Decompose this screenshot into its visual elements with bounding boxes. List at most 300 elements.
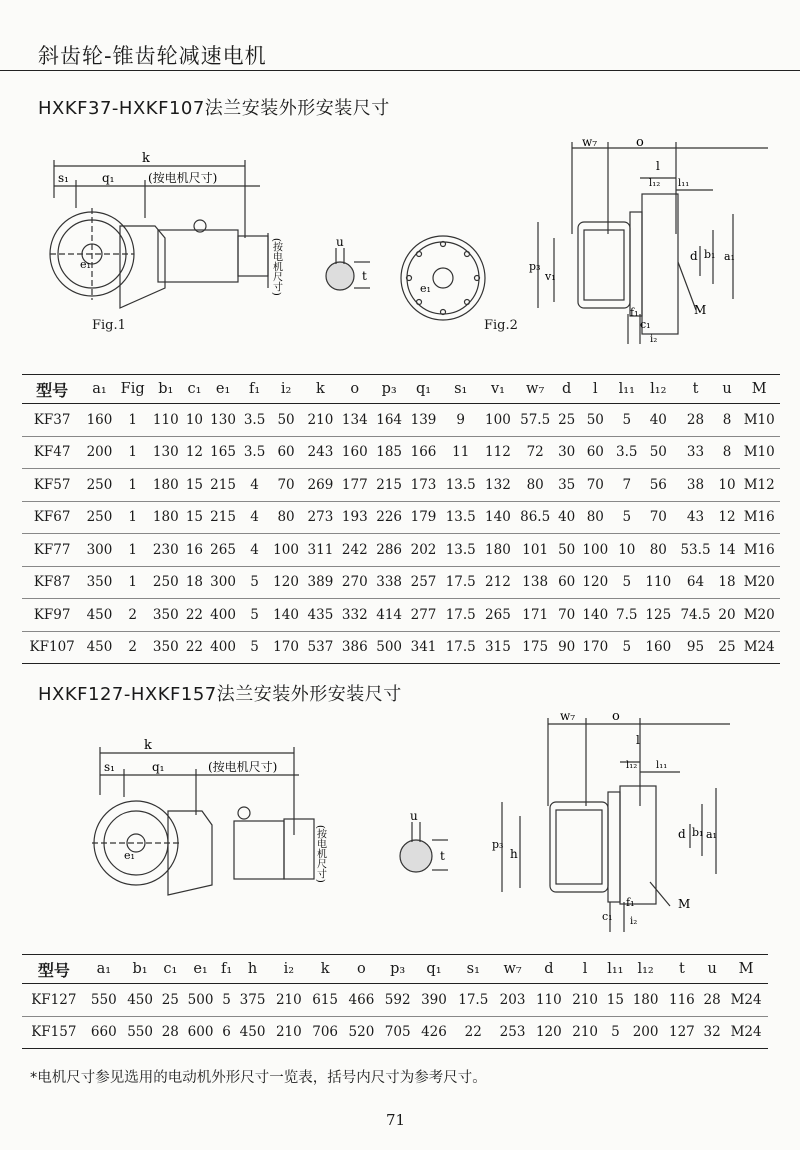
table-cell: 32 — [700, 1016, 724, 1049]
table-cell: 22 — [452, 1016, 494, 1049]
shaft-keyway-section-2 — [392, 808, 458, 880]
table-cell: 210 — [303, 404, 337, 437]
table-cell: 112 — [481, 436, 515, 469]
fig3-dim-q1: q₁ — [152, 760, 165, 774]
table-cell: 43 — [675, 501, 715, 534]
table-row — [22, 984, 768, 1017]
table-cell: 116 — [664, 984, 700, 1017]
table-cell: 140 — [269, 599, 303, 632]
section1-col-header: i₂ — [280, 381, 292, 397]
fig3-dim-s1: s₁ — [104, 760, 115, 774]
fig4-dim-M: M — [678, 897, 691, 911]
table-cell: 8 — [716, 404, 739, 437]
table-cell: 100 — [269, 534, 303, 567]
table-cell: 12 — [716, 501, 739, 534]
table-cell: 4 — [240, 469, 269, 502]
fig4-dim-i2: i₂ — [630, 916, 638, 927]
table-cell: 15 — [603, 984, 627, 1017]
section2-col-header: k — [320, 961, 330, 977]
page-header-title: 斜齿轮-锥齿轮减速电机 — [38, 44, 267, 68]
section2-col-header: c₁ — [163, 961, 178, 977]
spec-table-1-body — [22, 404, 780, 664]
page-number: 71 — [386, 1111, 406, 1129]
table-cell: 350 — [149, 631, 183, 664]
table-cell: 550 — [122, 1016, 158, 1049]
table-cell: 180 — [481, 534, 515, 567]
table-cell: 10 — [183, 404, 206, 437]
table-cell: 125 — [641, 599, 675, 632]
section1-title: HXKF37-HXKF107法兰安装外形安装尺寸 — [38, 98, 390, 119]
table-cell: 386 — [338, 631, 372, 664]
table-cell: KF127 — [22, 984, 86, 1017]
table-cell: 13.5 — [441, 501, 481, 534]
spec-table-kf37-kf107 — [22, 374, 780, 664]
table-cell: 170 — [578, 631, 612, 664]
section2-col-header: d — [544, 961, 554, 977]
table-cell: 5 — [219, 984, 235, 1017]
spec-table-kf127-kf157 — [22, 954, 768, 1049]
table-cell: 86.5 — [515, 501, 555, 534]
table-cell: 193 — [338, 501, 372, 534]
fig1-label: Fig.1 — [92, 318, 126, 333]
table-cell: 7.5 — [612, 599, 641, 632]
fig4-dim-a1: a₁ — [706, 828, 717, 841]
table-cell: 250 — [82, 501, 116, 534]
section1-col-header: u — [722, 381, 732, 397]
fig2-top-view-drawing — [528, 134, 778, 349]
table-cell: 6 — [219, 1016, 235, 1049]
table-cell: 537 — [303, 631, 337, 664]
table-cell: 210 — [271, 984, 307, 1017]
table-cell: M10 — [738, 436, 780, 469]
fig4-dim-b1: b₁ — [692, 826, 704, 839]
section1-col-header: t — [692, 381, 699, 397]
shaft2-dim-u: u — [410, 809, 418, 823]
fig4-top-view-drawing — [490, 706, 740, 934]
table-cell: 175 — [515, 631, 555, 664]
table-cell: 138 — [515, 566, 555, 599]
table-cell: 230 — [149, 534, 183, 567]
table-cell: 5 — [612, 566, 641, 599]
section2-col-header: l₁₁ — [607, 961, 624, 977]
fig2-dim-l11: l₁₁ — [678, 178, 690, 189]
table-cell: 38 — [675, 469, 715, 502]
table-cell: 615 — [307, 984, 343, 1017]
fig1-motor-note: (按电机尺寸) — [148, 171, 218, 185]
fig2-dim-b1: b₁ — [704, 248, 716, 261]
fig2-dim-i2: i₂ — [650, 334, 658, 345]
table-cell: 70 — [269, 469, 303, 502]
table-cell: 203 — [494, 984, 530, 1017]
table-cell: 2 — [117, 599, 149, 632]
table-cell: M12 — [738, 469, 780, 502]
table-cell: 253 — [494, 1016, 530, 1049]
table-cell: 200 — [82, 436, 116, 469]
section2-col-header: e₁ — [193, 961, 208, 977]
table-cell: 80 — [578, 501, 612, 534]
table-cell: 265 — [481, 599, 515, 632]
table-cell: 17.5 — [441, 599, 481, 632]
fig4-dim-o: o — [612, 709, 620, 724]
table-cell: 180 — [149, 469, 183, 502]
table-cell: 311 — [303, 534, 337, 567]
fig1-dim-e1: e₁ — [80, 258, 91, 271]
table-cell: 212 — [481, 566, 515, 599]
table-cell: 1 — [117, 501, 149, 534]
table-cell: KF37 — [22, 404, 82, 437]
table-cell: 5 — [612, 631, 641, 664]
table-cell: 2 — [117, 631, 149, 664]
table-cell: 600 — [182, 1016, 218, 1049]
table-cell: M16 — [738, 501, 780, 534]
fig4-dim-c1: c₁ — [602, 910, 613, 923]
table-cell: 4 — [240, 534, 269, 567]
table-cell: 5 — [240, 631, 269, 664]
table-cell: 50 — [578, 404, 612, 437]
table-cell: 160 — [82, 404, 116, 437]
table-cell: 28 — [675, 404, 715, 437]
table-cell: 50 — [555, 534, 578, 567]
section2-col-header: i₂ — [283, 961, 295, 977]
fig1-dim-s1: s₁ — [58, 171, 69, 185]
table-cell: 450 — [82, 599, 116, 632]
table-cell: M24 — [724, 984, 768, 1017]
table-cell: 11 — [441, 436, 481, 469]
table-cell: KF77 — [22, 534, 82, 567]
table-cell: 17.5 — [441, 631, 481, 664]
table-cell: 25 — [555, 404, 578, 437]
fig3-dim-e1: e₁ — [124, 849, 135, 862]
table-cell: 139 — [406, 404, 440, 437]
table-cell: 300 — [82, 534, 116, 567]
table-row — [22, 501, 780, 534]
table-cell: 60 — [578, 436, 612, 469]
table-cell: 286 — [372, 534, 406, 567]
table-cell: KF67 — [22, 501, 82, 534]
table-cell: 15 — [183, 501, 206, 534]
fig3-side-view-drawing — [84, 735, 334, 910]
table-cell: KF157 — [22, 1016, 86, 1049]
table-cell: 53.5 — [675, 534, 715, 567]
flange-front-view-1 — [398, 232, 488, 324]
table-cell: 101 — [515, 534, 555, 567]
table-cell: 165 — [206, 436, 240, 469]
section1-col-header: p₃ — [381, 381, 397, 397]
table-cell: 15 — [183, 469, 206, 502]
table-cell: 33 — [675, 436, 715, 469]
table-cell: 60 — [269, 436, 303, 469]
section2-col-header: M — [738, 961, 754, 977]
table-cell: 50 — [641, 436, 675, 469]
shaft1-dim-t: t — [362, 269, 367, 283]
section2-col-header: s₁ — [466, 961, 480, 977]
table-cell: 250 — [82, 469, 116, 502]
table-cell: 40 — [641, 404, 675, 437]
section1-col-header: k — [316, 381, 325, 397]
table-cell: 3.5 — [240, 404, 269, 437]
table-cell: 435 — [303, 599, 337, 632]
table-row — [22, 436, 780, 469]
table-cell: 110 — [149, 404, 183, 437]
section1-col-header: s₁ — [454, 381, 468, 397]
table-row — [22, 1016, 768, 1049]
section1-col-header: v₁ — [490, 381, 505, 397]
table-cell: 273 — [303, 501, 337, 534]
spec-table-2-body — [22, 984, 768, 1049]
table-cell: 120 — [531, 1016, 567, 1049]
table-cell: 270 — [338, 566, 372, 599]
fig1-motor-note-vertical: (按电机尺寸) — [270, 238, 282, 296]
section2-col-header: u — [707, 961, 717, 977]
table-cell: 5 — [240, 566, 269, 599]
table-cell: 265 — [206, 534, 240, 567]
table-cell: 350 — [82, 566, 116, 599]
fig1-dim-q1: q₁ — [102, 171, 115, 185]
table-cell: 389 — [303, 566, 337, 599]
table-cell: 350 — [149, 599, 183, 632]
table-cell: 70 — [555, 599, 578, 632]
table-cell: 160 — [338, 436, 372, 469]
table-cell: M24 — [738, 631, 780, 664]
table-cell: 35 — [555, 469, 578, 502]
table-cell: 110 — [531, 984, 567, 1017]
table-cell: 550 — [86, 984, 122, 1017]
table-cell: 164 — [372, 404, 406, 437]
table-cell: 28 — [700, 984, 724, 1017]
section2-col-header: t — [678, 961, 685, 977]
table-cell: 242 — [338, 534, 372, 567]
table-cell: 13.5 — [441, 534, 481, 567]
table-cell: KF97 — [22, 599, 82, 632]
table-cell: 375 — [234, 984, 270, 1017]
section1-col-header: b₁ — [158, 381, 174, 397]
table-cell: 269 — [303, 469, 337, 502]
table-cell: 110 — [641, 566, 675, 599]
fig3-dim-k: k — [144, 738, 152, 753]
table-row — [22, 566, 780, 599]
table-cell: 215 — [206, 469, 240, 502]
table-cell: 500 — [182, 984, 218, 1017]
table-cell: 243 — [303, 436, 337, 469]
table-cell: KF87 — [22, 566, 82, 599]
table-cell: 592 — [380, 984, 416, 1017]
table-cell: 20 — [716, 599, 739, 632]
table-cell: 705 — [380, 1016, 416, 1049]
section1-col-header: f₁ — [248, 381, 261, 397]
table-cell: M10 — [738, 404, 780, 437]
fig2-dim-f1: f₁ — [630, 306, 639, 319]
table-cell: 40 — [555, 501, 578, 534]
section2-title: HXKF127-HXKF157法兰安装外形安装尺寸 — [38, 684, 402, 705]
table-cell: 341 — [406, 631, 440, 664]
table-cell: 414 — [372, 599, 406, 632]
table-cell: 134 — [338, 404, 372, 437]
table-cell: 74.5 — [675, 599, 715, 632]
fig4-dim-l: l — [636, 733, 640, 747]
section1-col-header: 型号 — [36, 380, 69, 400]
fig1-side-view-drawing — [40, 148, 300, 333]
fig2-dim-d: d — [690, 249, 698, 263]
table-cell: 450 — [82, 631, 116, 664]
table-cell: 1 — [117, 436, 149, 469]
table-cell: 5 — [240, 599, 269, 632]
table-cell: KF47 — [22, 436, 82, 469]
table-cell: 30 — [555, 436, 578, 469]
table-cell: 132 — [481, 469, 515, 502]
table-cell: 70 — [641, 501, 675, 534]
table-cell: 127 — [664, 1016, 700, 1049]
fig4-dim-d: d — [678, 827, 686, 841]
fig2-dim-M: M — [694, 303, 707, 317]
fig4-dim-f1: f₁ — [626, 896, 635, 909]
table-cell: 177 — [338, 469, 372, 502]
section1-col-header: d — [562, 381, 572, 397]
table-cell: 315 — [481, 631, 515, 664]
table-cell: 4 — [240, 501, 269, 534]
table-cell: 185 — [372, 436, 406, 469]
fig2-dim-a1: a₁ — [724, 250, 735, 263]
table-cell: 210 — [567, 1016, 603, 1049]
table-cell: 180 — [149, 501, 183, 534]
table-cell: M16 — [738, 534, 780, 567]
fig3-motor-note-vertical: (按电机尺寸) — [314, 825, 326, 883]
section1-col-header: e₁ — [215, 381, 231, 397]
table-cell: 257 — [406, 566, 440, 599]
table-cell: 450 — [234, 1016, 270, 1049]
section1-col-header: Fig — [120, 381, 145, 397]
table-row — [22, 599, 780, 632]
section2-col-header: l — [582, 961, 588, 977]
table-cell: 90 — [555, 631, 578, 664]
table-cell: 5 — [612, 501, 641, 534]
shaft-keyway-section-1 — [318, 236, 378, 300]
table-cell: 7 — [612, 469, 641, 502]
table-cell: 18 — [716, 566, 739, 599]
table-cell: 10 — [612, 534, 641, 567]
table-cell: 180 — [627, 984, 663, 1017]
table-row — [22, 404, 780, 437]
fig4-dim-h: h — [510, 847, 518, 861]
flange1-dim-e1: e₁ — [420, 282, 431, 295]
fig4-dim-l11: l₁₁ — [656, 760, 668, 771]
fig2-dim-v1: v₁ — [545, 270, 556, 283]
table-cell: 120 — [578, 566, 612, 599]
table-cell: 400 — [206, 599, 240, 632]
table-cell: M24 — [724, 1016, 768, 1049]
table-cell: 300 — [206, 566, 240, 599]
table-row — [22, 469, 780, 502]
fig2-dim-l: l — [656, 159, 660, 173]
table-cell: 200 — [627, 1016, 663, 1049]
section2-col-header: h — [247, 961, 258, 977]
table-cell: 160 — [641, 631, 675, 664]
table-cell: 8 — [716, 436, 739, 469]
table-cell: 12 — [183, 436, 206, 469]
fig2-dim-p3: p₃ — [529, 260, 541, 273]
section1-col-header: w₇ — [526, 381, 545, 397]
section2-col-header: l₁₂ — [637, 961, 654, 977]
table-cell: 22 — [183, 599, 206, 632]
fig1-dim-k: k — [142, 151, 150, 166]
table-cell: 3.5 — [612, 436, 641, 469]
table-cell: 226 — [372, 501, 406, 534]
fig2-dim-l12: l₁₂ — [649, 178, 661, 189]
table-cell: 520 — [343, 1016, 379, 1049]
table-cell: 120 — [269, 566, 303, 599]
section1-col-header: l₁₂ — [650, 381, 667, 397]
table-cell: 450 — [122, 984, 158, 1017]
fig2-dim-w7: w₇ — [582, 135, 598, 149]
shaft2-dim-t: t — [440, 849, 445, 863]
table-cell: 80 — [269, 501, 303, 534]
section2-col-header: f₁ — [220, 961, 233, 977]
table-cell: 60 — [555, 566, 578, 599]
table-cell: 17.5 — [441, 566, 481, 599]
table-cell: 140 — [481, 501, 515, 534]
section1-col-header: o — [350, 381, 360, 397]
table-cell: 13.5 — [441, 469, 481, 502]
fig2-label: Fig.2 — [484, 318, 518, 333]
section2-col-header: q₁ — [426, 961, 442, 977]
table-cell: 50 — [269, 404, 303, 437]
table-cell: 250 — [149, 566, 183, 599]
table-cell: 140 — [578, 599, 612, 632]
table-cell: 390 — [416, 984, 452, 1017]
spec-table-1-header-row — [22, 375, 780, 404]
table-cell: 1 — [117, 534, 149, 567]
table-cell: 215 — [206, 501, 240, 534]
table-cell: 100 — [481, 404, 515, 437]
table-cell: 70 — [578, 469, 612, 502]
section2-col-header: b₁ — [132, 961, 148, 977]
table-cell: 210 — [271, 1016, 307, 1049]
table-cell: 64 — [675, 566, 715, 599]
table-cell: 56 — [641, 469, 675, 502]
table-cell: 426 — [416, 1016, 452, 1049]
table-cell: 171 — [515, 599, 555, 632]
fig3-motor-note: (按电机尺寸) — [208, 760, 278, 774]
table-cell: 277 — [406, 599, 440, 632]
table-cell: 706 — [307, 1016, 343, 1049]
fig4-dim-l12: l₁₂ — [626, 760, 638, 771]
table-cell: KF107 — [22, 631, 82, 664]
table-cell: 28 — [158, 1016, 182, 1049]
header-rule — [0, 70, 800, 71]
table-cell: 80 — [515, 469, 555, 502]
table-cell: 166 — [406, 436, 440, 469]
table-cell: 338 — [372, 566, 406, 599]
table-cell: 95 — [675, 631, 715, 664]
section1-col-header: l — [592, 381, 598, 397]
fig4-dim-w7: w₇ — [560, 709, 576, 723]
table-cell: 332 — [338, 599, 372, 632]
section2-col-header: a₁ — [96, 961, 112, 977]
section2-col-header: 型号 — [37, 960, 70, 980]
table-cell: 80 — [641, 534, 675, 567]
table-cell: 400 — [206, 631, 240, 664]
table-cell: 1 — [117, 404, 149, 437]
table-row — [22, 534, 780, 567]
table-row — [22, 631, 780, 664]
table-cell: 22 — [183, 631, 206, 664]
section1-col-header: l₁₁ — [618, 381, 635, 397]
section1-col-header: q₁ — [415, 381, 432, 397]
footer-note: *电机尺寸参见选用的电动机外形尺寸一览表，括号内尺寸为参考尺寸。 — [30, 1070, 487, 1086]
section2-col-header: p₃ — [390, 961, 406, 977]
table-cell: 14 — [716, 534, 739, 567]
table-cell: 10 — [716, 469, 739, 502]
table-cell: 660 — [86, 1016, 122, 1049]
